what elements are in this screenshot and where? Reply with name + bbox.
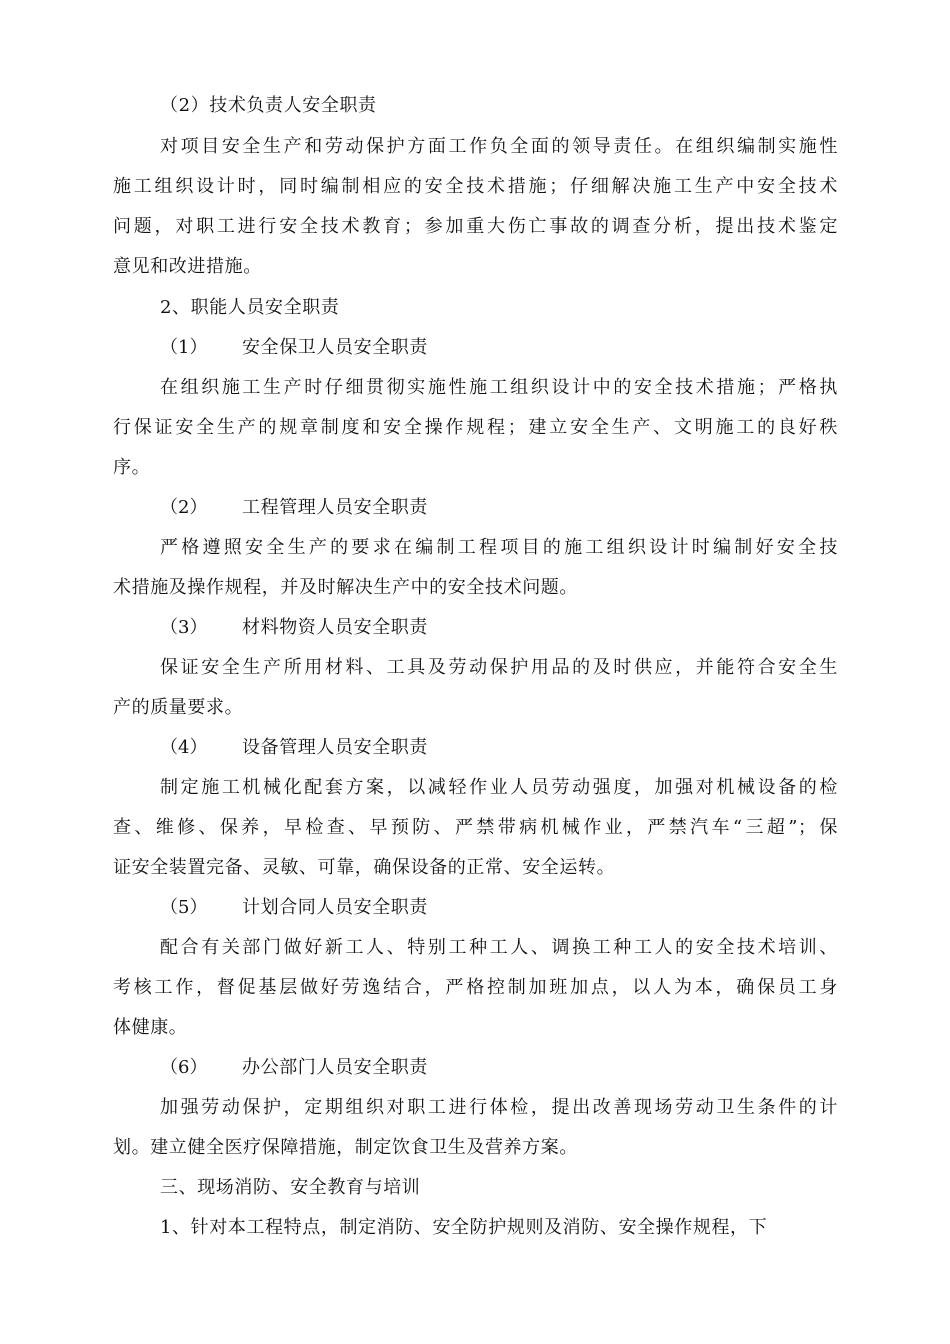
paragraph-line: 划。建立健全医疗保障措施，制定饮食卫生及营养方案。 bbox=[113, 1137, 578, 1158]
paragraph-line: 序。 bbox=[113, 457, 151, 478]
section-heading-fire-safety: 三、现场消防、安全教育与培训 bbox=[160, 1177, 421, 1198]
paragraph-line: 配合有关部门做好新工人、特别工种工人、调换工种工人的安全技术培训、 bbox=[160, 937, 838, 958]
section-heading-functional: 2、职能人员安全职责 bbox=[160, 297, 340, 318]
item-title: 安全保卫人员安全职责 bbox=[242, 337, 428, 358]
item-title: 计划合同人员安全职责 bbox=[242, 897, 428, 918]
paragraph-line: 考核工作，督促基层做好劳逸结合，严格控制加班加点，以人为本，确保员工身 bbox=[113, 977, 838, 998]
item-title: 工程管理人员安全职责 bbox=[242, 497, 428, 518]
paragraph-line: 在组织施工生产时仔细贯彻实施性施工组织设计中的安全技术措施；严格执 bbox=[160, 377, 838, 398]
item-number: （4） bbox=[160, 737, 208, 758]
item-number: （3） bbox=[160, 617, 208, 638]
paragraph-line: 问题，对职工进行安全技术教育；参加重大伤亡事故的调查分析，提出技术鉴定 bbox=[113, 216, 838, 237]
paragraph-line: 加强劳动保护，定期组织对职工进行体检，提出改善现场劳动卫生条件的计 bbox=[160, 1097, 838, 1118]
paragraph-line: 意见和改进措施。 bbox=[113, 256, 262, 277]
paragraph-line: 证安全装置完备、灵敏、可靠，确保设备的正常、安全运转。 bbox=[113, 857, 616, 878]
paragraph-line: 制定施工机械化配套方案，以减轻作业人员劳动强度，加强对机械设备的检 bbox=[160, 777, 838, 798]
item-title: 材料物资人员安全职责 bbox=[242, 617, 428, 638]
item-title: 设备管理人员安全职责 bbox=[242, 737, 428, 758]
paragraph-line: 行保证安全生产的规章制度和安全操作规程；建立安全生产、文明施工的良好秩 bbox=[113, 417, 838, 438]
item-number: （5） bbox=[160, 897, 208, 918]
item-number: （1） bbox=[160, 337, 208, 358]
paragraph-line: 严格遵照安全生产的要求在编制工程项目的施工组织设计时编制好安全技 bbox=[160, 537, 838, 558]
paragraph-line: 施工组织设计时，同时编制相应的安全技术措施；仔细解决施工生产中安全技术 bbox=[113, 176, 838, 197]
paragraph-line: 对项目安全生产和劳动保护方面工作负全面的领导责任。在组织编制实施性 bbox=[160, 136, 838, 157]
paragraph-line: 产的质量要求。 bbox=[113, 697, 244, 718]
item-number: （2） bbox=[160, 497, 208, 518]
item-number: （6） bbox=[160, 1057, 208, 1078]
paragraph-line: 查、维修、保养，早检查、早预防、严禁带病机械作业，严禁汽车“三超”；保 bbox=[113, 817, 838, 838]
paragraph-line: 保证安全生产所用材料、工具及劳动保护用品的及时供应，并能符合安全生 bbox=[160, 657, 838, 678]
paragraph-line: 1、针对本工程特点，制定消防、安全防护规则及消防、安全操作规程，下 bbox=[160, 1217, 768, 1238]
item-title: 办公部门人员安全职责 bbox=[242, 1057, 428, 1078]
paragraph-line: 体健康。 bbox=[113, 1017, 188, 1038]
subheading-tech-responsibility: （2）技术负责人安全职责 bbox=[160, 95, 377, 116]
paragraph-line: 术措施及操作规程，并及时解决生产中的安全技术问题。 bbox=[113, 577, 578, 598]
